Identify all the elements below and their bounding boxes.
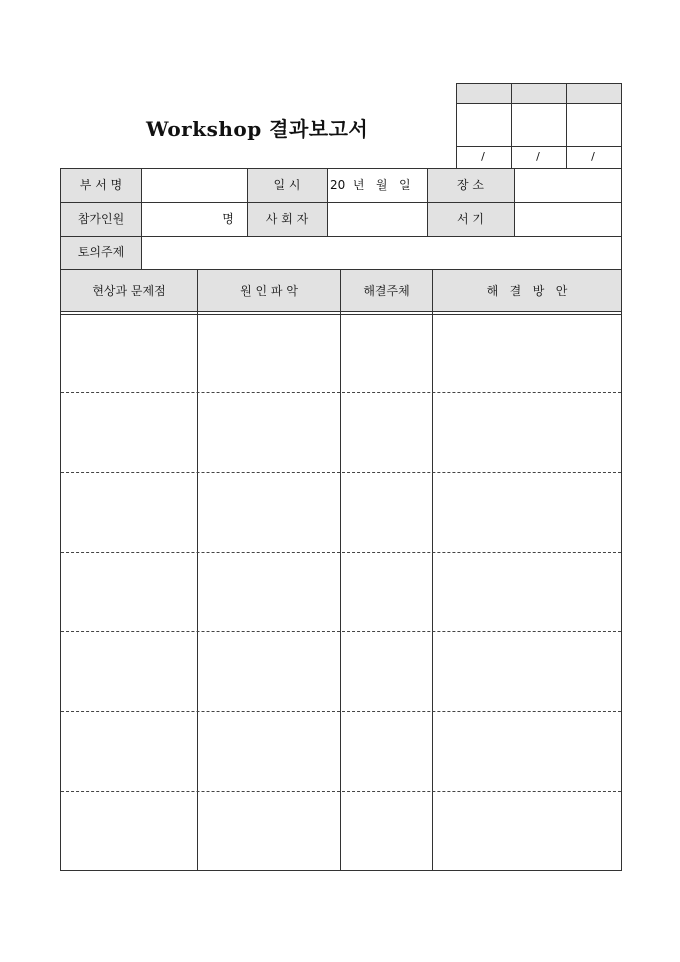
row-separator [61,392,621,393]
col-header-problem: 현상과 문제점 [92,284,166,298]
table-row[interactable] [61,316,621,392]
row-separator [61,631,621,632]
date-label: 일 시 [273,178,301,192]
approval-date-mark-2: / [536,150,540,163]
approval-sign-cell-1[interactable] [457,104,511,146]
col-header-solution: 해 결 방 안 [486,284,568,298]
row-separator [61,552,621,553]
table-row[interactable] [61,713,621,791]
approval-date-mark-3: / [591,150,595,163]
approval-sign-cell-2[interactable] [512,104,566,146]
participants-unit: 명 [222,212,234,226]
document-title: Workshop 결과보고서 [146,117,369,141]
recorder-label: 서 기 [457,212,484,226]
participants-value-cell[interactable] [142,203,212,236]
col-header-cause: 원 인 파 악 [240,284,298,298]
participants-label: 참가인원 [77,212,125,226]
date-value[interactable]: 20 년 월 일 [330,178,411,192]
table-row[interactable] [61,633,621,711]
recorder-value-cell[interactable] [515,203,621,236]
row-separator [61,711,621,712]
place-label: 장 소 [457,178,484,192]
place-value-cell[interactable] [515,169,621,202]
table-row[interactable] [61,554,621,631]
dept-value-cell[interactable] [142,169,247,202]
moderator-label: 사 회 자 [265,212,309,226]
table-row[interactable] [61,394,621,472]
row-separator [61,791,621,792]
col-header-owner: 해결주체 [363,284,410,298]
table-row[interactable] [61,793,621,870]
topic-value-cell[interactable] [142,237,621,269]
dept-label: 부 서 명 [79,178,123,192]
row-separator [61,472,621,473]
moderator-value-cell[interactable] [328,203,427,236]
topic-label: 토의주제 [77,245,125,259]
approval-sign-cell-3[interactable] [567,104,621,146]
table-row[interactable] [61,474,621,552]
approval-header-fill [456,83,622,103]
approval-date-mark-1: / [481,150,485,163]
